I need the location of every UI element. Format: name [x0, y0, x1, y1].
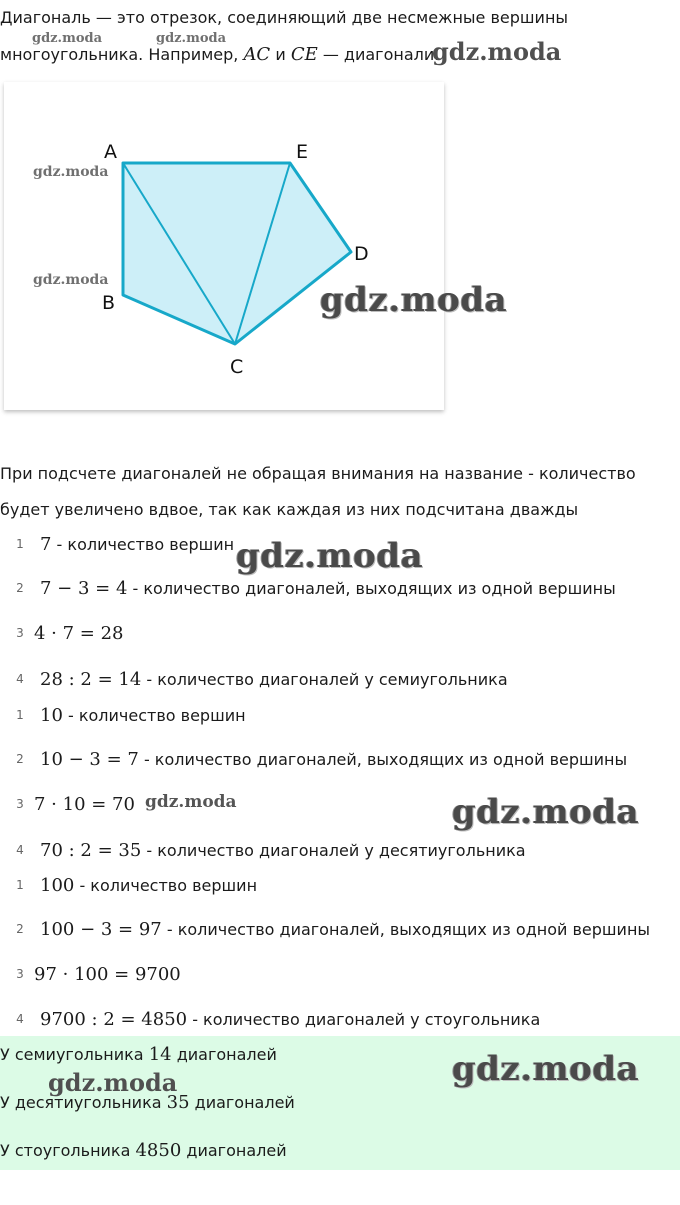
pentagon-svg — [4, 82, 444, 410]
step-row — [0, 873, 680, 903]
vertex-label-a: A — [104, 141, 117, 163]
watermark-logo: gdz.moda — [33, 164, 109, 180]
step-expression: 70 : 2 = 35 — [40, 840, 142, 861]
watermark-logo: gdz.moda — [320, 280, 508, 320]
step-row — [0, 667, 680, 697]
answer-line — [0, 1140, 287, 1162]
step-text: - количество диагоналей у стоугольника — [187, 1010, 541, 1029]
watermark-logo: gdz.moda — [145, 792, 237, 812]
step-text: - количество диагоналей у семиугольника — [141, 670, 508, 689]
pentagon-shape — [123, 163, 351, 344]
step-expression: 100 − 3 = 97 — [40, 919, 162, 940]
vertex-label-c: C — [230, 356, 244, 378]
intro-suffix: — диагонали. — [322, 45, 440, 64]
step-expression: 10 − 3 = 7 — [40, 749, 139, 770]
step-expression: 7 · 10 = 70 — [34, 794, 135, 815]
step-number: 2 — [16, 581, 24, 595]
intro-prefix: многоугольника. Например, — [0, 45, 239, 64]
answer-number: 14 — [148, 1044, 172, 1065]
answer-post: диагоналей — [194, 1093, 295, 1112]
answer-post: диагоналей — [186, 1141, 287, 1160]
step-row — [0, 917, 680, 947]
answer-pre: У стоугольника — [0, 1141, 131, 1160]
step-expression: 7 − 3 = 4 — [40, 578, 128, 599]
step-row — [0, 747, 680, 777]
step-text: - количество вершин — [74, 876, 258, 895]
pentagon-figure — [4, 82, 444, 410]
vertex-label-e: E — [296, 141, 309, 163]
answer-line — [0, 1044, 277, 1066]
step-text: - количество диагоналей, выходящих из одной вершины — [127, 579, 616, 598]
answer-pre: У десятиугольника — [0, 1093, 162, 1112]
intro-and: и — [275, 45, 286, 64]
step-row — [0, 962, 680, 992]
intro-line-1: Диагональ — это отрезок, соединяющий две несмежные вершины — [0, 8, 569, 27]
step-number: 1 — [16, 537, 24, 551]
watermark-logo: gdz.moda — [236, 536, 424, 576]
step-expression: 28 : 2 = 14 — [40, 669, 142, 690]
step-row — [0, 576, 680, 606]
intro-line-2 — [0, 45, 439, 65]
watermark-logo: gdz.moda — [48, 1068, 178, 1097]
step-expression: 9700 : 2 = 4850 — [40, 1009, 188, 1030]
step-expression: 4 · 7 = 28 — [34, 623, 124, 644]
step-number: 2 — [16, 922, 24, 936]
step-number: 4 — [16, 672, 24, 686]
step-text: - количество вершин — [51, 535, 235, 554]
note-line-2: будет увеличено вдвое, так как каждая из них подсчитана дважды — [0, 500, 579, 519]
step-number: 2 — [16, 752, 24, 766]
step-expression: 7 — [40, 534, 52, 555]
watermark-logo: gdz.moda — [432, 37, 562, 66]
vertex-label-d: D — [354, 243, 369, 265]
watermark-logo: gdz.moda — [156, 31, 227, 46]
step-row — [0, 1007, 680, 1037]
watermark-logo: gdz.moda — [32, 31, 103, 46]
answer-pre: У семиугольника — [0, 1045, 144, 1064]
watermark-logo: gdz.moda — [33, 272, 109, 288]
step-row — [0, 621, 680, 651]
answer-number: 4850 — [135, 1140, 182, 1161]
step-number: 4 — [16, 1012, 24, 1026]
watermark-logo: gdz.moda — [452, 1049, 640, 1089]
step-expression: 97 · 100 = 9700 — [34, 964, 181, 985]
answer-post: диагоналей — [176, 1045, 277, 1064]
answer-number: 35 — [166, 1092, 190, 1113]
step-number: 1 — [16, 878, 24, 892]
step-text: - количество диагоналей, выходящих из одной вершины — [161, 920, 651, 939]
note-line-1: При подсчете диагоналей не обращая внимания на название - количество — [0, 464, 636, 483]
watermark-logo: gdz.moda — [452, 792, 640, 832]
example-ce: CE — [290, 44, 318, 65]
step-row — [0, 838, 680, 868]
step-number: 3 — [16, 797, 24, 811]
step-expression: 100 — [40, 875, 75, 896]
step-text: - количество диагоналей, выходящих из одной вершины — [138, 750, 628, 769]
step-text: - количество вершин — [62, 706, 246, 725]
step-number: 4 — [16, 843, 24, 857]
step-text: - количество диагоналей у десятиугольника — [141, 841, 526, 860]
step-number: 1 — [16, 708, 24, 722]
step-number: 3 — [16, 967, 24, 981]
example-ac: AC — [243, 44, 271, 65]
step-expression: 10 — [40, 705, 63, 726]
vertex-label-b: B — [102, 292, 116, 314]
step-number: 3 — [16, 626, 24, 640]
step-row — [0, 703, 680, 733]
